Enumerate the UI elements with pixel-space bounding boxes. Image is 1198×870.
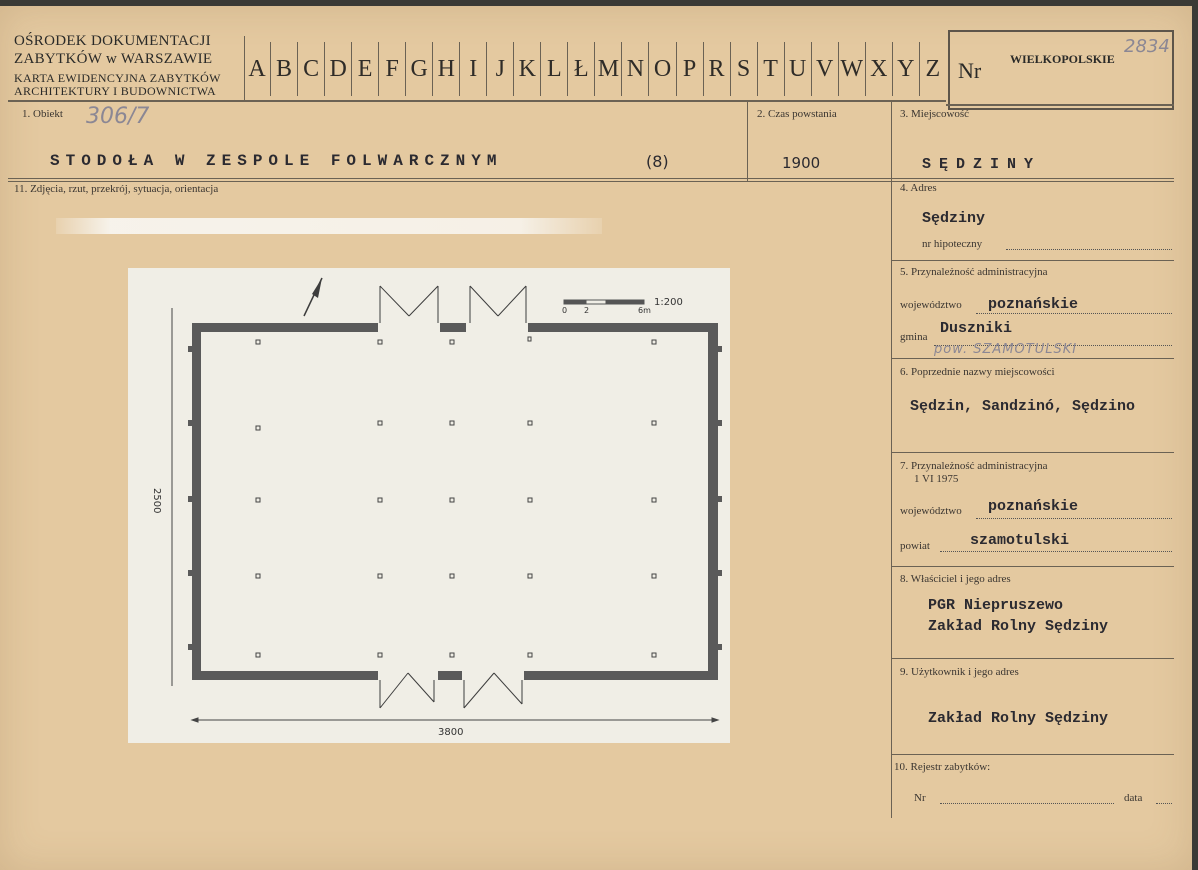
- index-letter: D: [325, 42, 352, 96]
- barn-walls: [188, 323, 722, 680]
- index-letter: B: [271, 42, 298, 96]
- record-card: [0, 6, 1192, 870]
- uzytkownik-value: Zakład Rolny Sędziny: [928, 710, 1109, 727]
- index-letter: N: [622, 42, 649, 96]
- dimension-lines: [172, 308, 718, 722]
- adres-label: 4. Adres: [900, 182, 937, 194]
- dimension-width: 3800: [438, 727, 464, 738]
- index-letter: V: [812, 42, 839, 96]
- erased-caption: [56, 218, 602, 234]
- alphabet-index: [244, 42, 946, 96]
- index-letter: S: [731, 42, 758, 96]
- index-letter: O: [649, 42, 676, 96]
- adres-value: Sędziny: [922, 210, 986, 227]
- hipoteczny-label: nr hipoteczny: [922, 238, 983, 250]
- region-number-handwritten: 2834: [1124, 36, 1170, 57]
- obiekt-number: (8): [646, 152, 669, 171]
- obiekt-value: STODOŁA W ZESPOLE FOLWARCZNYM: [50, 152, 503, 170]
- nr-label: Nr: [958, 58, 982, 83]
- index-letter: H: [433, 42, 460, 96]
- index-letter: I: [460, 42, 487, 96]
- scale-bar-two: 2: [584, 306, 590, 315]
- powiat-label: powiat: [900, 540, 930, 552]
- obiekt-label: 1. Obiekt: [22, 108, 63, 120]
- czas-value: 1900: [782, 154, 821, 172]
- wlasciciel-line-1: PGR Niepruszewo: [928, 597, 1064, 614]
- gmina-handwritten: pow. SZAMOTULSKI: [934, 342, 1078, 357]
- index-letter: L: [541, 42, 568, 96]
- columns: [256, 337, 656, 657]
- przyn1975-date: 1 VI 1975: [914, 473, 959, 485]
- index-letter: Z: [925, 55, 941, 82]
- rejestr-nr-label: Nr: [914, 792, 926, 804]
- index-letter: M: [595, 42, 622, 96]
- index-letter: T: [758, 42, 785, 96]
- index-letter: C: [298, 42, 325, 96]
- index-letter: J: [487, 42, 514, 96]
- dimension-height: 2500: [151, 488, 162, 514]
- scale-bar-six: 6m: [638, 306, 651, 315]
- uzytkownik-label: 9. Użytkownik i jego adres: [900, 666, 1019, 678]
- index-letter: R: [704, 42, 731, 96]
- poprzednie-value: Sędzin, Sandzinó, Sędzino: [910, 398, 1136, 415]
- przyn-label: 5. Przynależność administracyjna: [900, 266, 1048, 278]
- miejscowosc-value: SĘDZINY: [922, 156, 1042, 173]
- index-letter: A: [244, 42, 271, 96]
- doors: [380, 286, 526, 708]
- scale-bar-zero: 0: [562, 306, 568, 315]
- floor-plan-drawing: [128, 268, 730, 743]
- gmina-label: gmina: [900, 331, 928, 343]
- index-letter: U: [785, 42, 812, 96]
- region-label: WIELKOPOLSKIE: [1010, 52, 1115, 66]
- index-letter: F: [379, 42, 406, 96]
- card-line-1: KARTA EWIDENCYJNA ZABYTKÓW: [14, 71, 221, 85]
- org-line-1: OŚRODEK DOKUMENTACJI: [14, 33, 211, 49]
- miejscowosc-label: 3. Miejscowość: [900, 108, 970, 120]
- wlasciciel-line-2: Zakład Rolny Sędziny: [928, 618, 1109, 635]
- obiekt-handwritten: 306/7: [86, 104, 150, 129]
- index-letter: Ł: [568, 42, 595, 96]
- region-number-box: [948, 30, 1174, 110]
- woj1975-value: poznańskie: [988, 498, 1079, 515]
- poprzednie-label: 6. Poprzednie nazwy miejscowości: [900, 366, 1055, 378]
- index-letter: W: [839, 42, 866, 96]
- zdjecia-label: 11. Zdjęcia, rzut, przekrój, sytuacja, orientacja: [14, 183, 219, 195]
- rejestr-label: 10. Rejestr zabytków:: [894, 761, 991, 773]
- index-letter: X: [866, 42, 893, 96]
- org-line-2: ZABYTKÓW w WARSZAWIE: [14, 51, 213, 67]
- index-letter: E: [352, 42, 379, 96]
- wojewodztwo-label: województwo: [900, 299, 962, 311]
- index-letter: K: [514, 42, 541, 96]
- card-line-2: ARCHITEKTURY I BUDOWNICTWA: [14, 84, 217, 98]
- index-letter: G: [406, 42, 433, 96]
- index-letter: Y: [893, 42, 920, 96]
- index-letter: P: [677, 42, 704, 96]
- wojewodztwo-value: poznańskie: [988, 296, 1079, 313]
- woj1975-label: województwo: [900, 505, 962, 517]
- wlasciciel-label: 8. Właściciel i jego adres: [900, 573, 1011, 585]
- gmina-value: Duszniki: [940, 320, 1013, 337]
- north-arrow-icon: [304, 278, 322, 316]
- rejestr-data-label: data: [1124, 792, 1143, 804]
- czas-label: 2. Czas powstania: [757, 108, 837, 120]
- powiat-value: szamotulski: [970, 532, 1070, 549]
- scale-label: 1:200: [654, 297, 683, 308]
- przyn1975-label: 7. Przynależność administracyjna: [900, 460, 1048, 472]
- floor-plan: [128, 268, 730, 743]
